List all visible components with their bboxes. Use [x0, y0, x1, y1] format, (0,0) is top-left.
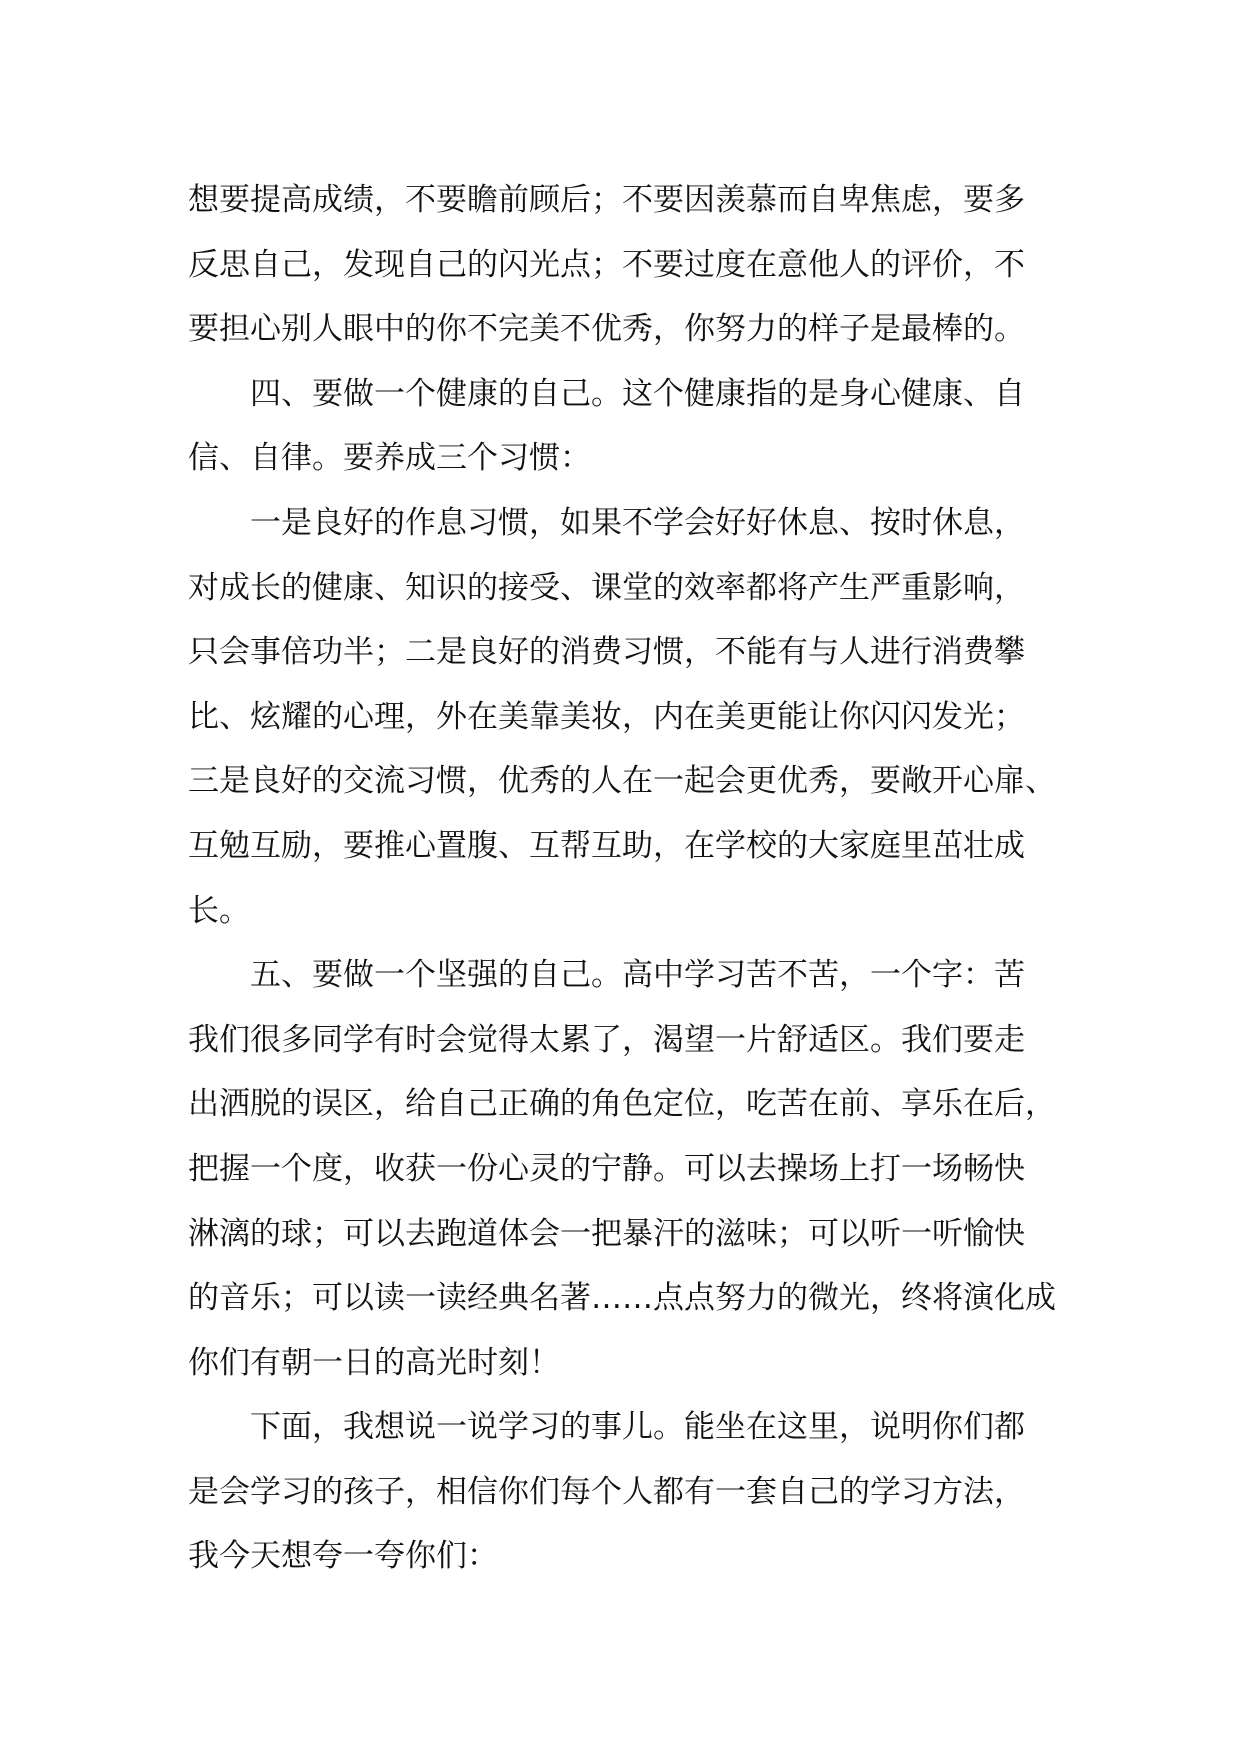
text-line: 要担心别人眼中的你不完美不优秀，你努力的样子是最棒的。 [188, 311, 1025, 348]
document-body [188, 168, 1088, 1589]
text-line: 互勉互励，要推心置腹、互帮互助，在学校的大家庭里茁壮成 [188, 827, 1025, 864]
text-line: 五、要做一个坚强的自己。高中学习苦不苦，一个字：苦 [250, 957, 1025, 994]
text-line: 三是良好的交流习惯，优秀的人在一起会更优秀，要敞开心扉、 [188, 763, 1056, 800]
text-line: 的音乐；可以读一读经典名著……点点努力的微光，终将演化成 [188, 1280, 1056, 1317]
text-line: 信、自律。要养成三个习惯： [188, 440, 591, 477]
text-line: 你们有朝一日的高光时刻！ [188, 1344, 560, 1381]
text-line: 出洒脱的误区，给自己正确的角色定位，吃苦在前、享乐在后， [188, 1086, 1056, 1123]
text-line: 下面，我想说一说学习的事儿。能坐在这里，说明你们都 [250, 1409, 1025, 1446]
text-line: 淋漓的球；可以去跑道体会一把暴汗的滋味；可以听一听愉快 [188, 1215, 1025, 1252]
text-line: 比、炫耀的心理，外在美靠美妆，内在美更能让你闪闪发光； [188, 698, 1025, 735]
text-line: 对成长的健康、知识的接受、课堂的效率都将产生严重影响， [188, 569, 1025, 606]
text-line: 我今天想夸一夸你们： [188, 1538, 498, 1575]
text-line: 我们很多同学有时会觉得太累了，渴望一片舒适区。我们要走 [188, 1021, 1025, 1058]
text-line: 一是良好的作息习惯，如果不学会好好休息、按时休息， [250, 504, 1025, 541]
text-line: 四、要做一个健康的自己。这个健康指的是身心健康、自 [250, 375, 1025, 412]
text-line: 是会学习的孩子，相信你们每个人都有一套自己的学习方法， [188, 1473, 1025, 1510]
text-line: 把握一个度，收获一份心灵的宁静。可以去操场上打一场畅快 [188, 1150, 1025, 1187]
text-line: 反思自己，发现自己的闪光点；不要过度在意他人的评价，不 [188, 246, 1025, 283]
text-line: 想要提高成绩，不要瞻前顾后；不要因羡慕而自卑焦虑，要多 [188, 182, 1025, 218]
text-line: 只会事倍功半；二是良好的消费习惯，不能有与人进行消费攀 [188, 634, 1025, 671]
text-line: 长。 [188, 892, 250, 929]
